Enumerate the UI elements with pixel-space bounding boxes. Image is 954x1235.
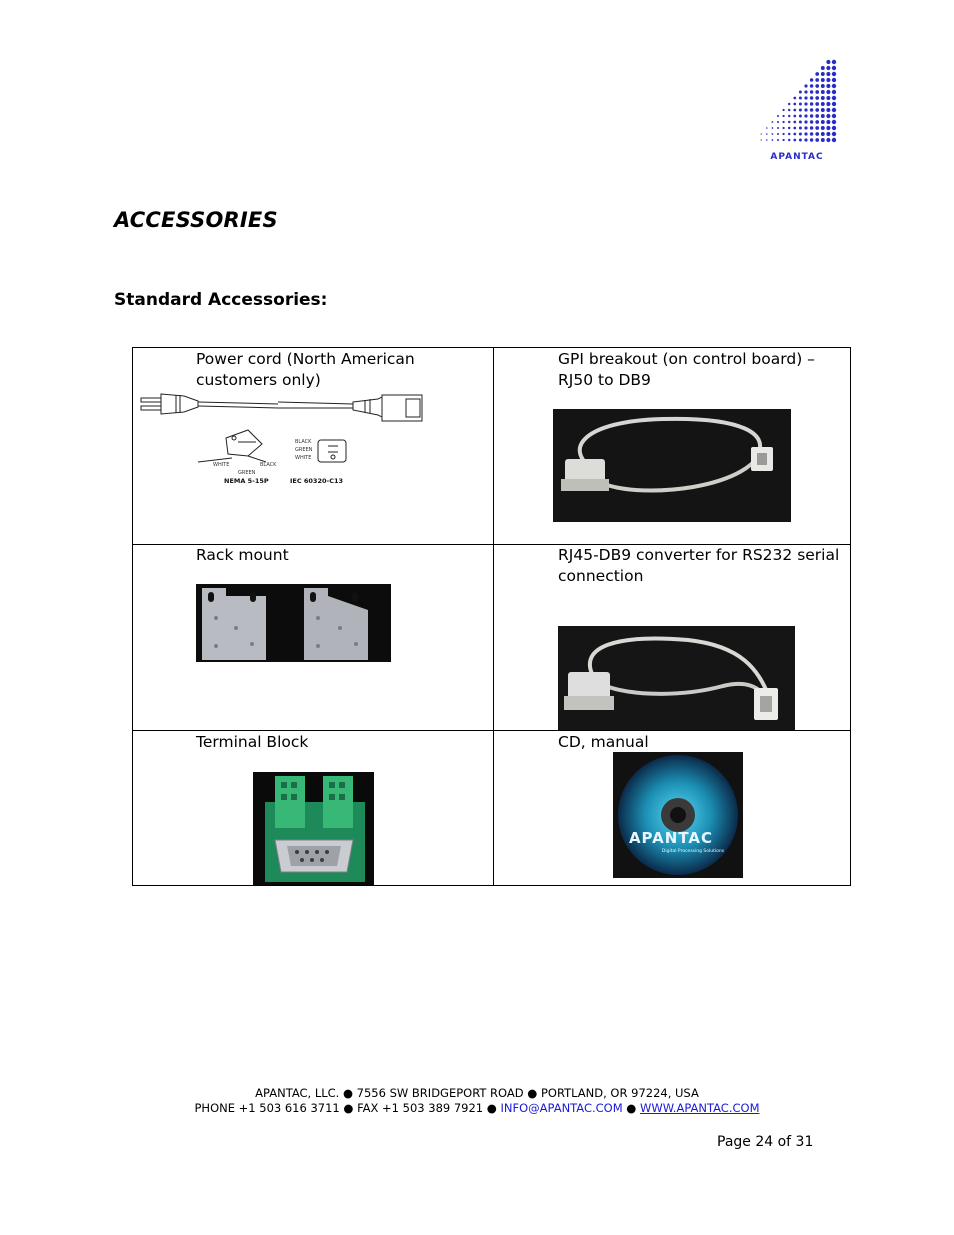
logo-dot: [821, 72, 825, 76]
page-title: ACCESSORIES: [114, 208, 278, 232]
logo-dot: [799, 103, 802, 106]
logo-dot: [782, 127, 784, 129]
logo-dot: [832, 84, 836, 88]
rack-mount-label: Rack mount: [196, 546, 289, 564]
logo-dot: [777, 133, 779, 135]
logo-dot: [810, 102, 813, 105]
logo-dot: [793, 139, 796, 142]
footer-separator: ●: [622, 1101, 641, 1115]
logo-dot: [815, 96, 819, 100]
logo-dot: [832, 66, 836, 70]
logo-dot: [810, 132, 813, 135]
iec-label: IEC 60320-C13: [290, 477, 344, 485]
cd-brand: APANTAC: [628, 829, 714, 847]
logo-dot: [793, 103, 796, 106]
logo-dot: [815, 138, 819, 142]
logo-dot: [815, 132, 819, 136]
logo-dot: [799, 115, 802, 118]
logo-dot: [793, 97, 796, 100]
logo-dot: [777, 139, 779, 141]
cd-manual-photo: [613, 752, 743, 878]
logo-dot: [826, 84, 830, 88]
logo-dot: [832, 114, 836, 118]
logo-dot: [777, 121, 779, 123]
logo-dot: [815, 120, 819, 124]
logo-dot: [799, 121, 802, 124]
footer-contact: [0, 1101, 954, 1115]
wire-green-label: GREEN: [295, 447, 313, 453]
column-divider: [493, 348, 494, 885]
logo-dot: [810, 126, 813, 129]
logo-dot: [804, 84, 807, 87]
logo-dot: [832, 78, 836, 82]
website-link[interactable]: WWW.APANTAC.COM: [640, 1101, 760, 1115]
logo-dot: [815, 72, 819, 76]
logo-dot: [826, 96, 830, 100]
logo-dot: [810, 78, 813, 81]
logo-dot: [804, 96, 807, 99]
logo-dot: [821, 78, 825, 82]
logo-dot: [766, 127, 768, 129]
logo-dot: [788, 121, 790, 123]
logo-dot: [810, 120, 813, 123]
logo-dot: [810, 138, 813, 141]
cd-manual-label: CD, manual: [558, 733, 649, 751]
logo-dot: [761, 139, 762, 140]
logo-dot: [804, 90, 807, 93]
logo-dot: [815, 78, 819, 82]
logo-dot: [793, 127, 796, 130]
logo-dot: [815, 126, 819, 130]
logo-dot: [821, 132, 825, 136]
logo-dot: [804, 114, 807, 117]
wire-black-label: BLACK: [260, 462, 277, 468]
logo-dot: [826, 66, 830, 70]
logo-dot: [832, 102, 836, 106]
rj45-db9-photo: [558, 626, 795, 730]
logo-dot: [782, 109, 784, 111]
logo-dot: [826, 132, 830, 136]
rj45-db9-label: RJ45-DB9 converter for RS232 serial connection: [558, 546, 840, 585]
logo-dot: [826, 102, 830, 106]
logo-dot: [761, 133, 762, 134]
logo-dot: [793, 115, 796, 118]
row-divider: [133, 730, 850, 731]
footer-phone-fax: PHONE +1 503 616 3711 ● FAX +1 503 389 7921 ●: [194, 1101, 501, 1115]
logo-dot: [826, 120, 830, 124]
logo-dot: [788, 133, 790, 135]
logo-dot: [799, 91, 802, 94]
page-number: Page 24 of 31: [717, 1134, 814, 1150]
logo-dot: [804, 138, 807, 141]
logo-dot: [799, 97, 802, 100]
logo-dot: [772, 139, 774, 141]
logo-dot: [826, 60, 830, 64]
logo-dot: [782, 133, 784, 135]
logo-dot: [799, 109, 802, 112]
logo-dot: [821, 102, 825, 106]
logo-dot: [810, 84, 813, 87]
logo-dot: [832, 90, 836, 94]
wire-white-label: WHITE: [213, 462, 230, 468]
logo-dot: [826, 138, 830, 142]
logo-dot: [804, 102, 807, 105]
logo-dot: [788, 139, 790, 141]
logo-dot: [804, 120, 807, 123]
cd-tagline: Digital Processing Solutions: [661, 849, 725, 854]
section-title: Standard Accessories:: [114, 290, 328, 310]
wire-white-label: WHITE: [295, 455, 312, 461]
logo-dot: [832, 108, 836, 112]
logo-dot: [826, 108, 830, 112]
logo-dot: [772, 121, 774, 123]
logo-dot: [826, 78, 830, 82]
logo-dot: [766, 133, 768, 135]
logo-dot: [826, 114, 830, 118]
logo-dot: [821, 108, 825, 112]
logo-dot: [821, 114, 825, 118]
terminal-block-photo: [253, 772, 374, 885]
wire-green-label: GREEN: [238, 470, 256, 476]
logo-dot: [826, 90, 830, 94]
logo-dot: [799, 133, 802, 136]
logo-dot: [826, 72, 830, 76]
logo-dot: [810, 108, 813, 111]
logo-dot: [793, 121, 796, 124]
logo-dot: [804, 132, 807, 135]
logo-dot: [815, 108, 819, 112]
footer-address: APANTAC, LLC. ● 7556 SW BRIDGEPORT ROAD ● PORTLAND, OR 97224, USA: [255, 1086, 699, 1100]
logo-dot: [772, 133, 774, 135]
logo-dot: [821, 84, 825, 88]
logo-dot: [832, 96, 836, 100]
logo-dot: [832, 132, 836, 136]
logo-dot: [810, 96, 813, 99]
logo-dot: [832, 120, 836, 124]
logo-dot: [821, 120, 825, 124]
logo-dot: [782, 115, 784, 117]
logo-dot: [832, 138, 836, 142]
logo-dot: [793, 133, 796, 136]
logo-dot: [777, 115, 779, 117]
logo-dot: [815, 114, 819, 118]
logo-dot: [815, 90, 819, 94]
logo-dot: [804, 126, 807, 129]
logo-text: APANTAC: [770, 152, 824, 162]
terminal-block-label: Terminal Block: [196, 733, 309, 751]
logo-dot: [788, 109, 790, 111]
logo-dot: [815, 84, 819, 88]
logo-dot: [766, 139, 768, 141]
logo-dot: [821, 90, 825, 94]
email-link[interactable]: INFO@APANTAC.COM: [500, 1101, 623, 1115]
gpi-breakout-label: GPI breakout (on control board) – RJ50 to DB9: [558, 350, 815, 389]
logo-dot: [772, 127, 774, 129]
logo-dot: [832, 60, 836, 64]
logo-dot: [793, 109, 796, 112]
logo-dot: [810, 114, 813, 117]
logo-dot: [788, 115, 790, 117]
logo-dot: [826, 126, 830, 130]
logo-dot: [788, 127, 790, 129]
rack-mount-photo: [196, 584, 391, 662]
power-cord-diagram: [138, 390, 458, 490]
logo-dot: [821, 66, 825, 70]
apantac-logo: [756, 58, 838, 162]
logo-dot: [810, 90, 813, 93]
wire-black-label: BLACK: [295, 439, 312, 445]
nema-label: NEMA 5-15P: [224, 477, 269, 485]
logo-dot: [815, 102, 819, 106]
logo-dot: [799, 139, 802, 142]
accessories-table: [132, 347, 851, 886]
logo-dot: [804, 108, 807, 111]
logo-dot: [782, 121, 784, 123]
logo-dot: [832, 126, 836, 130]
logo-dot: [799, 127, 802, 130]
logo-dot: [777, 127, 779, 129]
gpi-breakout-photo: [553, 409, 791, 522]
logo-dot: [821, 138, 825, 142]
logo-dot: [788, 103, 790, 105]
logo-dot: [821, 96, 825, 100]
logo-dot: [832, 72, 836, 76]
power-cord-label: Power cord (North American customers only): [196, 350, 415, 389]
logo-dot: [821, 126, 825, 130]
logo-dot: [782, 139, 784, 141]
